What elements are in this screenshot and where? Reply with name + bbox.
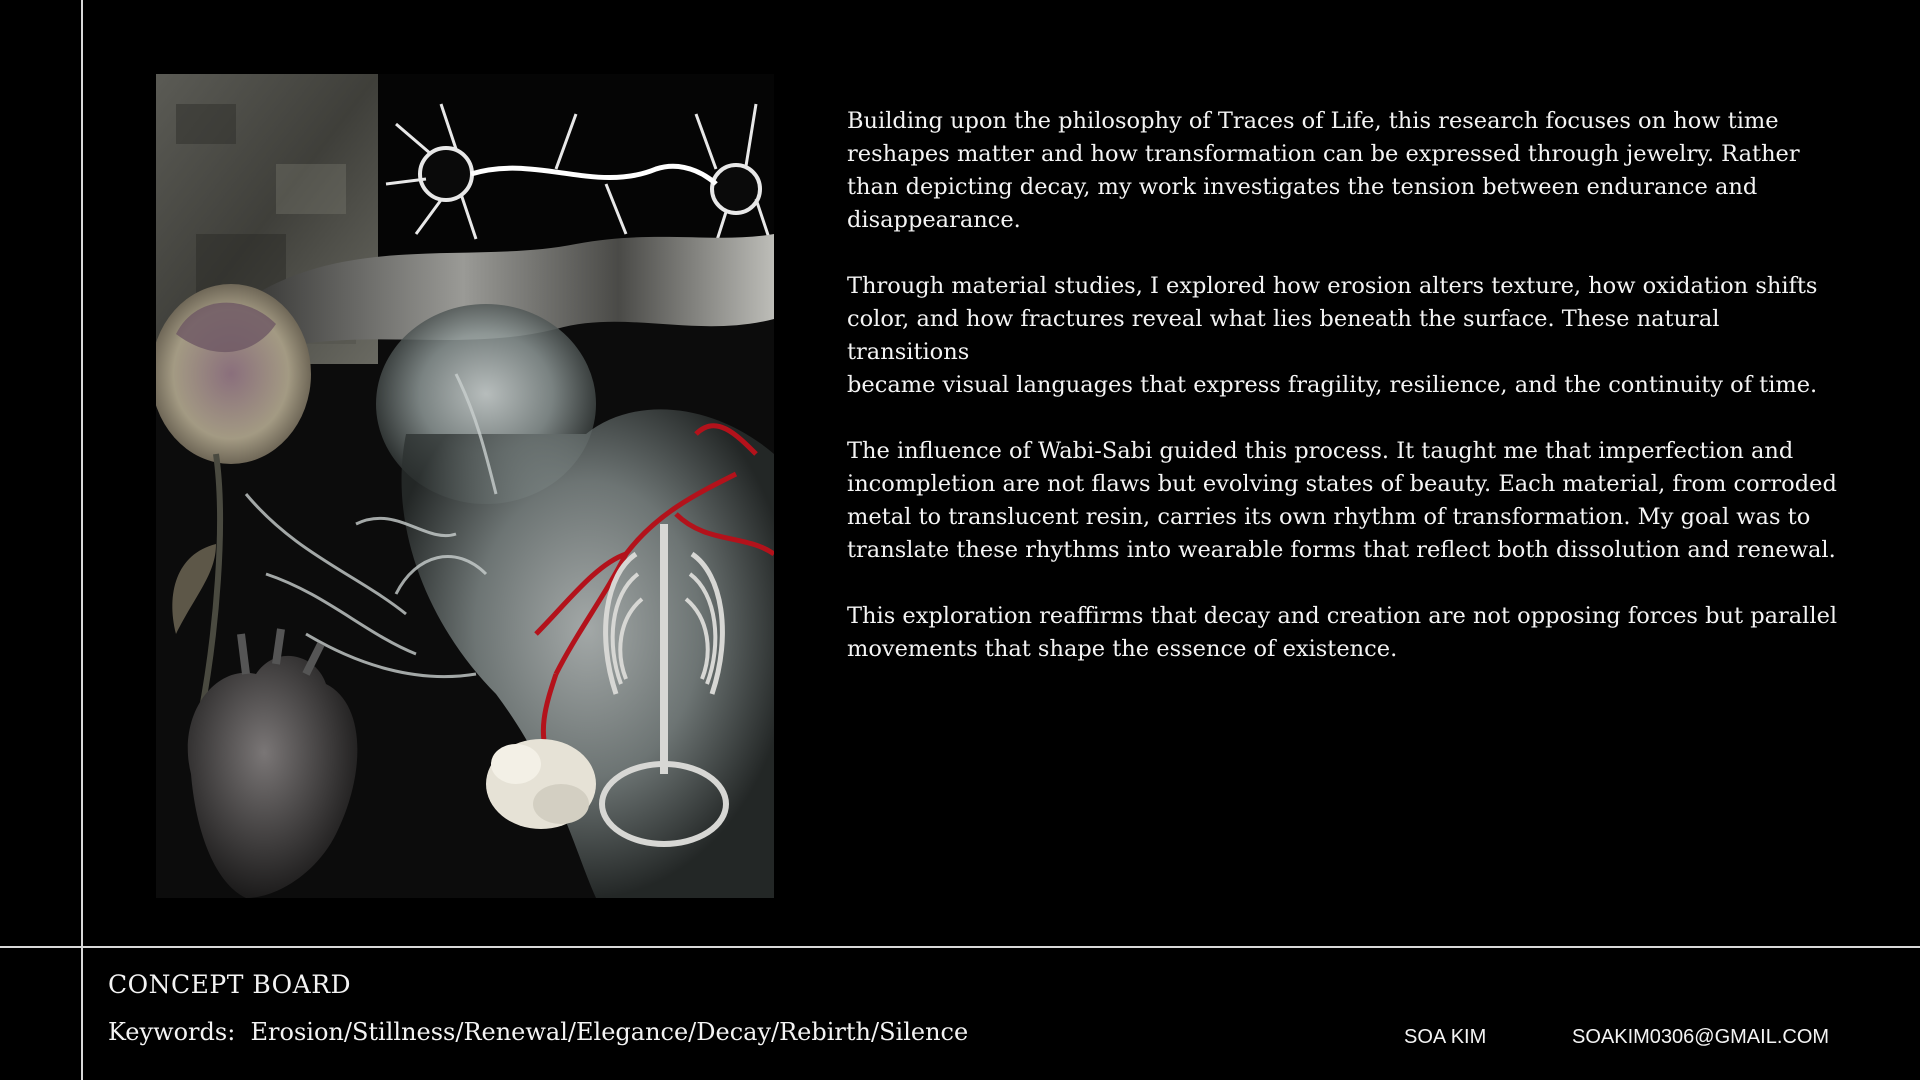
paragraph-4: This exploration reaffirms that decay and creation are not opposing forces but parallel movements that shape the essence of existence.	[847, 603, 1838, 662]
horizontal-divider	[0, 946, 1920, 948]
paragraph-1: Building upon the philosophy of Traces of Life, this research focuses on how time reshapes matter and how transformation can be expressed through jewelry. Rather than depicting decay, my work investigates the tension between endurance and disappearance.	[847, 108, 1800, 233]
body-text	[847, 105, 1847, 699]
paragraph-3: The influence of Wabi-Sabi guided this process. It taught me that imperfection and incompletion are not flaws but evolving states of beauty. Each material, from corroded metal to translucent resin, carries its own rhythm of transformation. My goal was to translate these rhythms into wearable forms that reflect both dissolution and renewal.	[847, 438, 1837, 563]
collage-image	[156, 74, 774, 898]
page-title: CONCEPT BOARD	[108, 970, 352, 999]
author-name: SOA KIM	[1404, 1026, 1487, 1048]
paragraph-2: Through material studies, I explored how erosion alters texture, how oxidation shifts color, and how fractures reveal what lies beneath the surface. These natural transitions became visual languages that express fragility, resilience, and the continuity of time.	[847, 273, 1818, 398]
author-email: SOAKIM0306@GMAIL.COM	[1572, 1026, 1830, 1048]
keywords: Keywords: Erosion/Stillness/Renewal/Elegance/Decay/Rebirth/Silence	[108, 1018, 969, 1046]
white-flower	[486, 739, 596, 829]
vertical-divider	[81, 0, 83, 1080]
